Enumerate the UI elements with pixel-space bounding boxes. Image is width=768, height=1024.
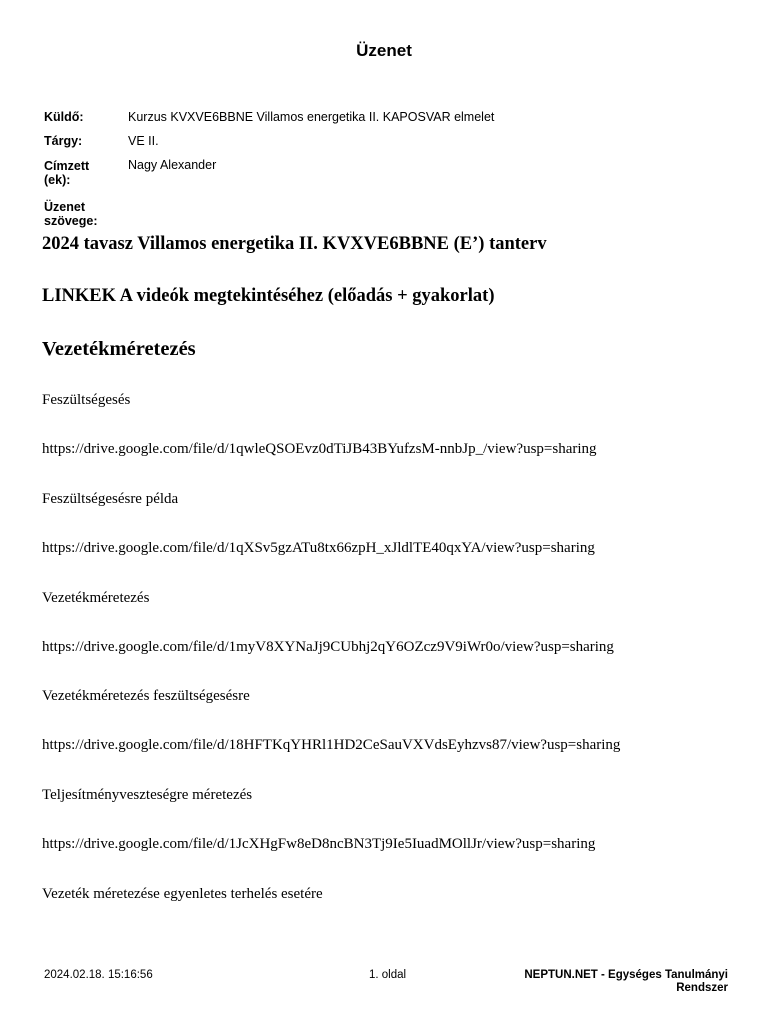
item-link[interactable]: https://drive.google.com/file/d/1qwleQSOEvz0dTiJB43BYufzsM-nnbJp_/view?usp=sharing: [42, 441, 597, 457]
item-title: Vezetékméretezés feszültségesésre: [42, 688, 250, 704]
recipient-label: Címzett (ek):: [44, 159, 90, 187]
item-title: Feszültségesés: [42, 392, 131, 408]
item-link[interactable]: https://drive.google.com/file/d/1qXSv5gzATu8tx66zpH_xJldlTE40qxYA/view?usp=sharing: [42, 540, 595, 556]
recipient-value: Nagy Alexander: [128, 158, 217, 172]
message-label: Üzenet szövege:: [44, 200, 98, 228]
course-heading: 2024 tavasz Villamos energetika II. KVXVE6BBNE (E’) tanterv: [42, 234, 547, 254]
sender-value: Kurzus KVXVE6BBNE Villamos energetika II. KAPOSVAR elmelet: [128, 110, 495, 124]
footer-system-name: NEPTUN.NET - Egységes Tanulmányi Rendszer: [524, 969, 728, 994]
subject-label: Tárgy:: [44, 134, 83, 148]
sender-label: Küldő:: [44, 110, 84, 124]
item-link[interactable]: https://drive.google.com/file/d/1myV8XYNaJj9CUbhj2qY6OZcz9V9iWr0o/view?usp=sharing: [42, 639, 614, 655]
item-title: Vezeték méretezése egyenletes terhelés esetére: [42, 886, 323, 902]
section-title: Vezetékméretezés: [42, 338, 196, 360]
item-title: Vezetékméretezés: [42, 590, 150, 606]
item-link[interactable]: https://drive.google.com/file/d/18HFTKqYHRl1HD2CeSauVXVdsEyhzvs87/view?usp=sharing: [42, 737, 621, 753]
item-title: Feszültségesésre példa: [42, 491, 179, 507]
links-heading: LINKEK A videók megtekintéséhez (előadás + gyakorlat): [42, 286, 495, 306]
footer-page-number: 1. oldal: [369, 969, 407, 981]
subject-value: VE II.: [128, 134, 159, 148]
page-title: Üzenet: [356, 41, 412, 60]
footer-timestamp: 2024.02.18. 15:16:56: [44, 969, 153, 981]
item-link[interactable]: https://drive.google.com/file/d/1JcXHgFw8eD8ncBN3Tj9Ie5IuadMOllJr/view?usp=sharing: [42, 836, 596, 852]
item-title: Teljesítményveszteségre méretezés: [42, 787, 253, 803]
